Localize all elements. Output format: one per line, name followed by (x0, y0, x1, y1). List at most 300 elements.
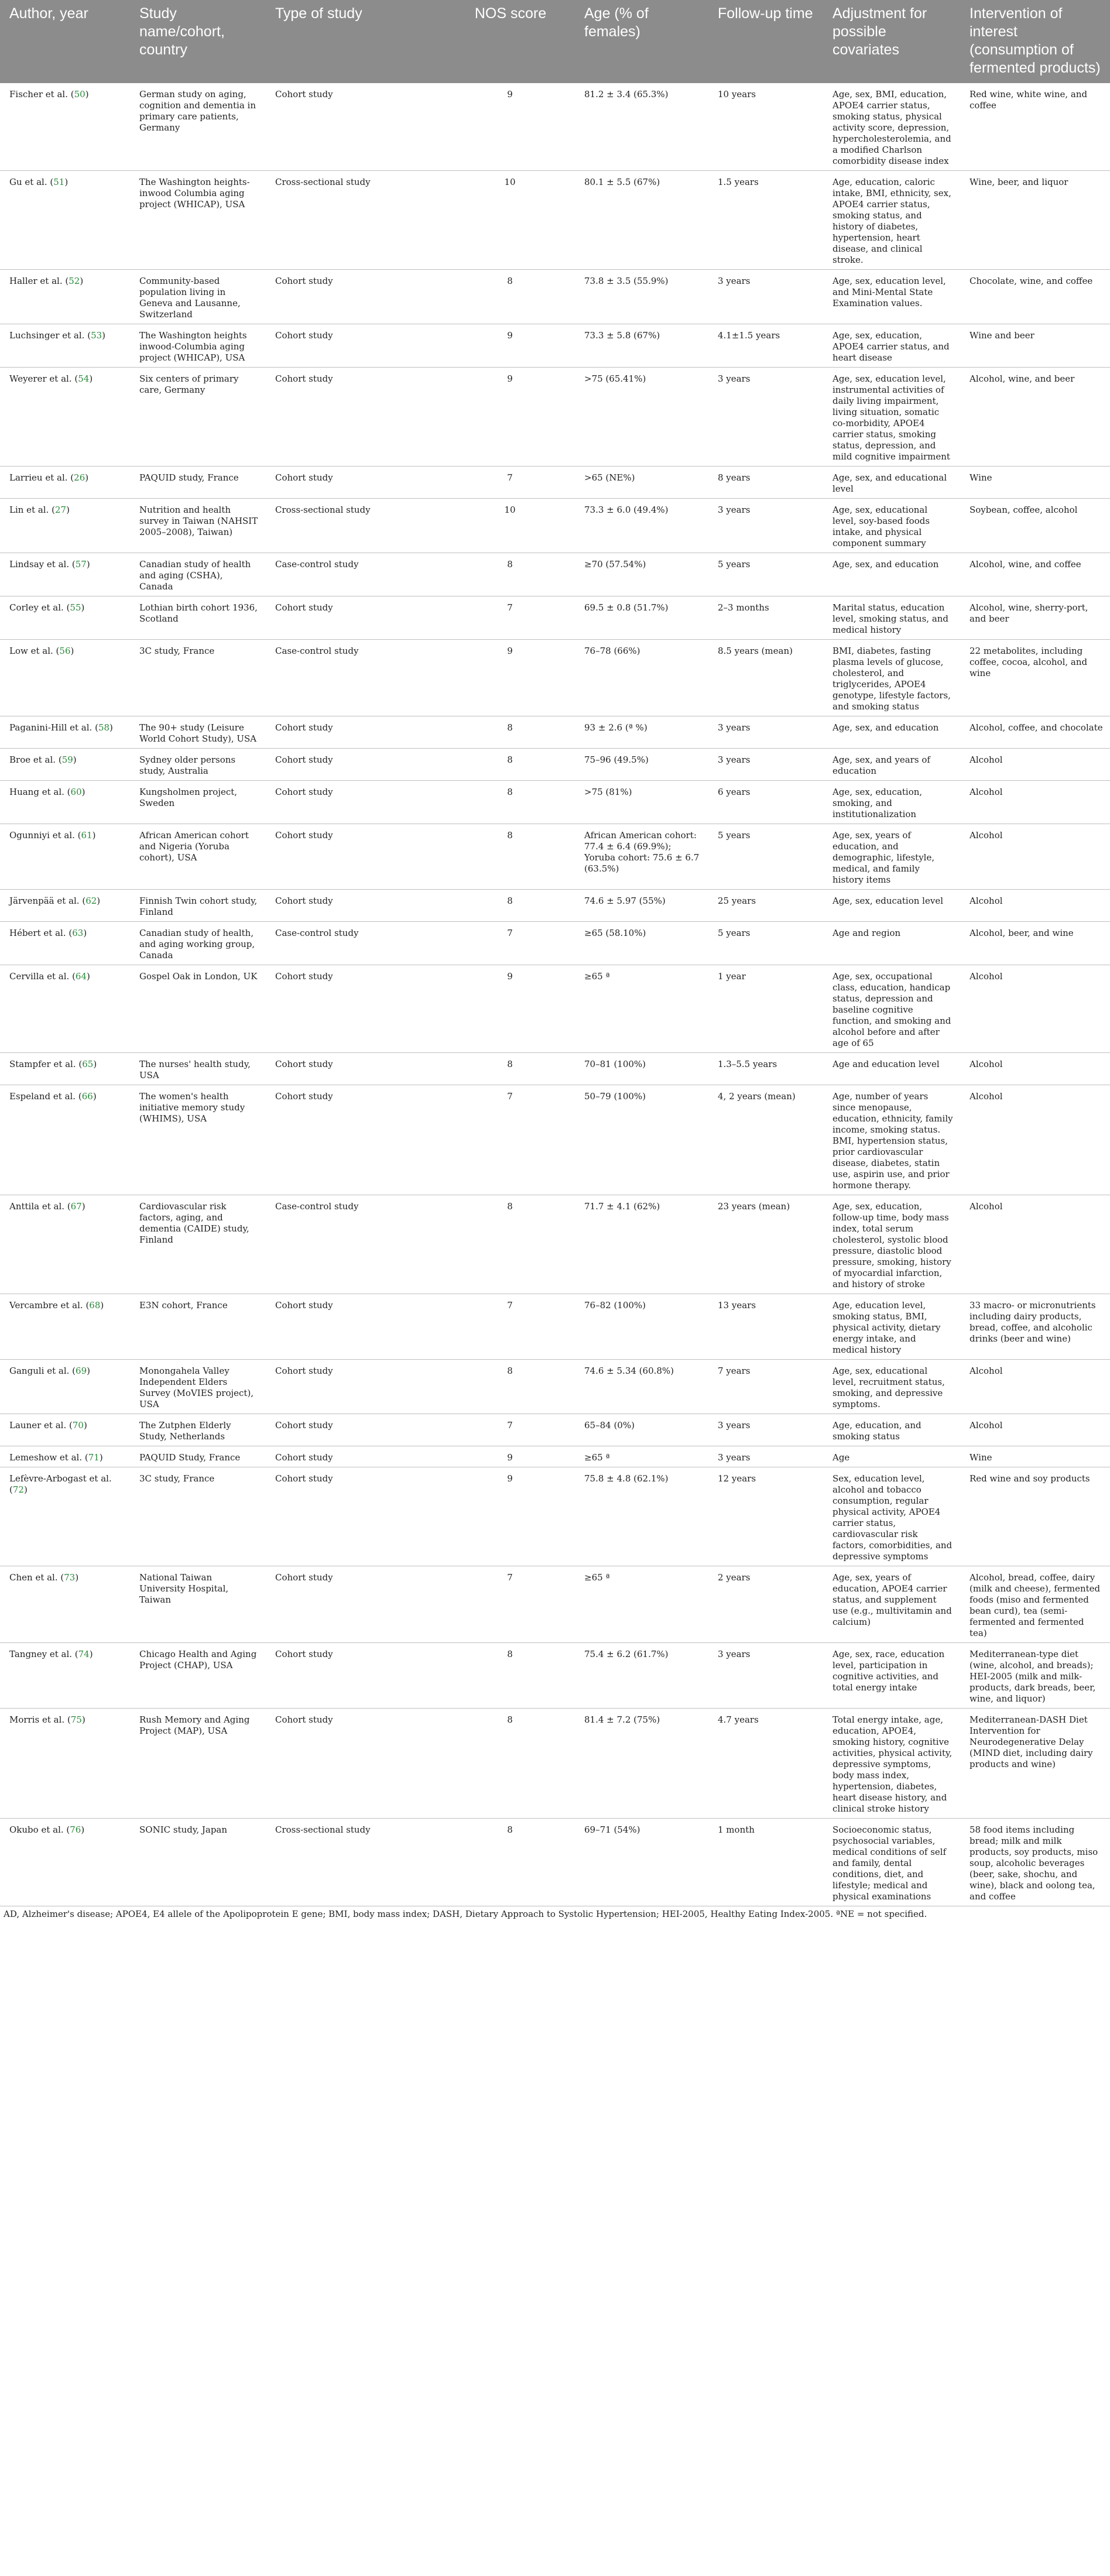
cell-followup: 8.5 years (mean) (708, 640, 823, 716)
table-row (0, 499, 1110, 553)
author-name: Stampfer et al. (9, 1059, 76, 1069)
cell-author: Lindsay et al. (57) (0, 553, 130, 596)
cell-study: PAQUID study, France (130, 467, 266, 499)
table-row (0, 1643, 1110, 1709)
cell-nos: 8 (443, 553, 575, 596)
table-row (0, 1446, 1110, 1467)
cell-intervention: Alcohol, bread, coffee, dairy (milk and cheese), fermented foods (miso and fermented bean curd), tea (semi-fermented and fermented tea) (960, 1566, 1110, 1643)
reference-link[interactable]: 56 (59, 646, 71, 656)
author-name: Weyerer et al. (9, 373, 72, 384)
cell-type: Cohort study (266, 83, 443, 171)
author-name: Okubo et al. (9, 1824, 64, 1835)
cell-type: Cohort study (266, 1566, 443, 1643)
cell-type: Cross-sectional study (266, 499, 443, 553)
reference-link[interactable]: 26 (74, 472, 85, 483)
reference-link[interactable]: 66 (81, 1091, 93, 1102)
cell-adjust: BMI, diabetes, fasting plasma levels of glucose, cholesterol, and triglycerides, APOE4 genotype, lifestyle factors, and smoking status (823, 640, 960, 716)
reference-link[interactable]: 51 (53, 177, 65, 187)
author-name: Fischer et al. (9, 89, 68, 100)
author-name: Ogunniyi et al. (9, 830, 75, 841)
cell-nos: 8 (443, 890, 575, 922)
cell-followup: 3 years (708, 1414, 823, 1446)
cell-nos: 9 (443, 324, 575, 368)
cell-followup: 1.5 years (708, 171, 823, 270)
cell-author: Broe et al. (59) (0, 749, 130, 781)
cell-nos: 7 (443, 1294, 575, 1360)
cell-author: Weyerer et al. (54) (0, 368, 130, 467)
cell-type: Cohort study (266, 368, 443, 467)
cell-age: 75.4 ± 6.2 (61.7%) (575, 1643, 708, 1709)
cell-followup: 3 years (708, 499, 823, 553)
cell-intervention: Wine (960, 467, 1110, 499)
cell-nos: 9 (443, 640, 575, 716)
reference-link[interactable]: 57 (75, 559, 87, 570)
author-name: Launer et al. (9, 1420, 67, 1431)
reference-link[interactable]: 76 (70, 1824, 81, 1835)
cell-type: Cohort study (266, 781, 443, 824)
reference-link[interactable]: 63 (72, 928, 84, 938)
cell-intervention: Alcohol (960, 965, 1110, 1053)
cell-type: Cohort study (266, 596, 443, 640)
reference-link[interactable]: 52 (68, 276, 80, 286)
cell-age: 73.8 ± 3.5 (55.9%) (575, 270, 708, 324)
reference-link[interactable]: 64 (75, 971, 87, 982)
cell-followup: 1 month (708, 1819, 823, 1906)
reference-link[interactable]: 75 (70, 1714, 82, 1725)
table-row (0, 1053, 1110, 1085)
cell-study: Canadian study of health, and aging working group, Canada (130, 922, 266, 965)
cell-adjust: Age and education level (823, 1053, 960, 1085)
cell-adjust: Age, education, caloric intake, BMI, ethnicity, sex, APOE4 carrier status, smoking status, and history of diabetes, hypertension, heart disease, and clinical stroke. (823, 171, 960, 270)
cell-nos: 8 (443, 1053, 575, 1085)
table-row (0, 83, 1110, 171)
author-name: Gu et al. (9, 177, 47, 187)
author-name: Lefèvre-Arbogast et al. (9, 1473, 112, 1484)
cell-age: 73.3 ± 6.0 (49.4%) (575, 499, 708, 553)
cell-intervention: Alcohol (960, 781, 1110, 824)
author-name: Cervilla et al. (9, 971, 70, 982)
cell-age: 71.7 ± 4.1 (62%) (575, 1195, 708, 1294)
cell-study: The Washington heights-inwood Columbia aging project (WHICAP), USA (130, 171, 266, 270)
cell-author: Stampfer et al. (65) (0, 1053, 130, 1085)
table-row (0, 1085, 1110, 1195)
cell-followup: 23 years (mean) (708, 1195, 823, 1294)
cell-study: The 90+ study (Leisure World Cohort Study), USA (130, 716, 266, 749)
cell-nos: 8 (443, 1195, 575, 1294)
cell-intervention: Mediterranean-type diet (wine, alcohol, and breads); HEI-2005 (milk and milk-products, dark breads, beer, wine, and liquor) (960, 1643, 1110, 1709)
cell-age: 76–82 (100%) (575, 1294, 708, 1360)
cell-author: Cervilla et al. (64) (0, 965, 130, 1053)
cell-study: The Zutphen Elderly Study, Netherlands (130, 1414, 266, 1446)
cell-intervention: Alcohol (960, 824, 1110, 890)
cell-type: Cohort study (266, 270, 443, 324)
reference-link[interactable]: 61 (81, 830, 92, 841)
author-name: Chen et al. (9, 1572, 58, 1583)
cell-intervention: Wine and beer (960, 324, 1110, 368)
cell-age: ≥65 ª (575, 1566, 708, 1643)
cell-author: Ganguli et al. (69) (0, 1360, 130, 1414)
cell-adjust: Age, sex, and educational level (823, 467, 960, 499)
cell-type: Cohort study (266, 1414, 443, 1446)
cell-adjust: Age, education level, smoking status, BMI, physical activity, dietary energy intake, and medical history (823, 1294, 960, 1360)
cell-author: Haller et al. (52) (0, 270, 130, 324)
cell-followup: 8 years (708, 467, 823, 499)
cell-adjust: Age, sex, and education (823, 553, 960, 596)
cell-study: 3C study, France (130, 640, 266, 716)
cell-intervention: Wine, beer, and liquor (960, 171, 1110, 270)
reference-link[interactable]: 58 (98, 722, 110, 733)
cell-followup: 3 years (708, 716, 823, 749)
table-header (0, 0, 1110, 83)
cell-intervention: Alcohol, wine, and coffee (960, 553, 1110, 596)
cell-followup: 3 years (708, 1643, 823, 1709)
author-name: Low et al. (9, 646, 53, 656)
cell-type: Cohort study (266, 1709, 443, 1819)
author-name: Luchsinger et al. (9, 330, 85, 341)
cell-age: 75.8 ± 4.8 (62.1%) (575, 1467, 708, 1566)
cell-followup: 6 years (708, 781, 823, 824)
author-name: Morris et al. (9, 1714, 65, 1725)
cell-author: Tangney et al. (74) (0, 1643, 130, 1709)
table-row (0, 890, 1110, 922)
reference-link[interactable]: 74 (78, 1649, 90, 1659)
cell-adjust: Age, sex, and education (823, 716, 960, 749)
cell-author: Anttila et al. (67) (0, 1195, 130, 1294)
cell-study: Rush Memory and Aging Project (MAP), USA (130, 1709, 266, 1819)
cell-intervention: Alcohol, wine, and beer (960, 368, 1110, 467)
cell-type: Cohort study (266, 824, 443, 890)
author-name: Corley et al. (9, 602, 64, 613)
cell-intervention: 58 food items including bread; milk and milk products, soy products, miso soup, alcoholic beverages (beer, sake, shochu, and wine), black and oolong tea, and coffee (960, 1819, 1110, 1906)
cell-nos: 9 (443, 83, 575, 171)
cell-age: 69–71 (54%) (575, 1819, 708, 1906)
column-header-age: Age (% of females) (575, 0, 708, 83)
cell-author: Luchsinger et al. (53) (0, 324, 130, 368)
cell-intervention: Wine (960, 1446, 1110, 1467)
cell-intervention: Mediterranean-DASH Diet Intervention for Neurodegenerative Delay (MIND diet, including dairy products and wine) (960, 1709, 1110, 1819)
author-name: Larrieu et al. (9, 472, 68, 483)
cell-followup: 5 years (708, 553, 823, 596)
cell-type: Cohort study (266, 1446, 443, 1467)
cell-followup: 5 years (708, 824, 823, 890)
cell-type: Cohort study (266, 467, 443, 499)
cell-type: Cohort study (266, 1467, 443, 1566)
cell-adjust: Age, number of years since menopause, education, ethnicity, family income, smoking status. BMI, hypertension status, prior cardiovascular disease, diabetes, statin use, aspirin use, and prior hormone therapy. (823, 1085, 960, 1195)
cell-adjust: Age (823, 1446, 960, 1467)
cell-nos: 7 (443, 1566, 575, 1643)
cell-age: ≥65 (58.10%) (575, 922, 708, 965)
cell-nos: 8 (443, 781, 575, 824)
cell-intervention: Soybean, coffee, alcohol (960, 499, 1110, 553)
cell-study: German study on aging, cognition and dementia in primary care patients, Germany (130, 83, 266, 171)
cell-study: Six centers of primary care, Germany (130, 368, 266, 467)
author-name: Vercambre et al. (9, 1300, 83, 1311)
reference-link[interactable]: 69 (76, 1366, 87, 1376)
table-row (0, 1294, 1110, 1360)
author-name: Huang et al. (9, 787, 64, 797)
column-header-study: Study name/cohort, country (130, 0, 266, 83)
cell-type: Cohort study (266, 890, 443, 922)
cell-author: Huang et al. (60) (0, 781, 130, 824)
author-name: Broe et al. (9, 754, 56, 765)
cell-author: Morris et al. (75) (0, 1709, 130, 1819)
cell-age: 74.6 ± 5.97 (55%) (575, 890, 708, 922)
cell-author: Launer et al. (70) (0, 1414, 130, 1446)
table-row (0, 270, 1110, 324)
cell-study: The Washington heights inwood-Columbia aging project (WHICAP), USA (130, 324, 266, 368)
cell-type: Cohort study (266, 965, 443, 1053)
cell-author: Corley et al. (55) (0, 596, 130, 640)
cell-age: 80.1 ± 5.5 (67%) (575, 171, 708, 270)
cell-nos: 10 (443, 171, 575, 270)
cell-followup: 13 years (708, 1294, 823, 1360)
cell-type: Cohort study (266, 1643, 443, 1709)
cell-author: Espeland et al. (66) (0, 1085, 130, 1195)
cell-study: African American cohort and Nigeria (Yoruba cohort), USA (130, 824, 266, 890)
author-name: Espeland et al. (9, 1091, 76, 1102)
cell-adjust: Age, sex, education level, instrumental activities of daily living impairment, living situation, somatic co-morbidity, APOE4 carrier status, smoking status, depression, and mild cognitive impairment (823, 368, 960, 467)
table-row (0, 1195, 1110, 1294)
cell-adjust: Age, sex, and years of education (823, 749, 960, 781)
cell-study: Nutrition and health survey in Taiwan (NAHSIT 2005–2008), Taiwan) (130, 499, 266, 553)
cell-nos: 9 (443, 1467, 575, 1566)
cell-nos: 10 (443, 499, 575, 553)
cell-study: Chicago Health and Aging Project (CHAP), USA (130, 1643, 266, 1709)
cell-adjust: Age, sex, education, APOE4 carrier status, and heart disease (823, 324, 960, 368)
cell-followup: 3 years (708, 1446, 823, 1467)
cell-age: >75 (65.41%) (575, 368, 708, 467)
cell-nos: 8 (443, 716, 575, 749)
reference-link[interactable]: 68 (89, 1300, 101, 1311)
cell-age: >75 (81%) (575, 781, 708, 824)
cell-age: 75–96 (49.5%) (575, 749, 708, 781)
cell-author: Vercambre et al. (68) (0, 1294, 130, 1360)
reference-link[interactable]: 71 (88, 1452, 100, 1463)
cell-intervention: 33 macro- or micronutrients including dairy products, bread, coffee, and alcoholic drinks (beer and wine) (960, 1294, 1110, 1360)
cell-study: National Taiwan University Hospital, Taiwan (130, 1566, 266, 1643)
table-row (0, 596, 1110, 640)
cell-followup: 12 years (708, 1467, 823, 1566)
cell-author: Chen et al. (73) (0, 1566, 130, 1643)
cell-nos: 7 (443, 1085, 575, 1195)
column-header-author: Author, year (0, 0, 130, 83)
table-row (0, 467, 1110, 499)
cell-intervention: Alcohol (960, 1053, 1110, 1085)
cell-age: ≥65 ª (575, 1446, 708, 1467)
cell-intervention: Alcohol, wine, sherry-port, and beer (960, 596, 1110, 640)
cell-adjust: Age, sex, education, smoking, and institutionalization (823, 781, 960, 824)
table-body (0, 83, 1110, 1906)
cell-adjust: Age, sex, educational level, soy-based foods intake, and physical component summary (823, 499, 960, 553)
cell-study: Canadian study of health and aging (CSHA), Canada (130, 553, 266, 596)
cell-followup: 4.1±1.5 years (708, 324, 823, 368)
cell-followup: 3 years (708, 270, 823, 324)
cell-adjust: Age, sex, race, education level, participation in cognitive activities, and total energy intake (823, 1643, 960, 1709)
cell-intervention: Alcohol, beer, and wine (960, 922, 1110, 965)
reference-link[interactable]: 65 (82, 1059, 94, 1069)
cell-study: 3C study, France (130, 1467, 266, 1566)
cell-followup: 10 years (708, 83, 823, 171)
author-name: Paganini-Hill et al. (9, 722, 92, 733)
table-row (0, 553, 1110, 596)
cell-age: 74.6 ± 5.34 (60.8%) (575, 1360, 708, 1414)
cell-type: Cohort study (266, 716, 443, 749)
table-row (0, 324, 1110, 368)
cell-nos: 8 (443, 824, 575, 890)
cell-age: 70–81 (100%) (575, 1053, 708, 1085)
cell-adjust: Age and region (823, 922, 960, 965)
table-row (0, 1566, 1110, 1643)
table-footnote: AD, Alzheimer's disease; APOE4, E4 allele of the Apolipoprotein E gene; BMI, body mass index; DASH, Dietary Approach to Systolic Hypertension; HEI-2005, Healthy Eating Index-2005. ªNE = not specified. (4, 1909, 927, 1919)
cell-age: 65–84 (0%) (575, 1414, 708, 1446)
cell-adjust: Age, sex, occupational class, education, handicap status, depression and baseline cognitive function, and smoking and alcohol before and after age of 65 (823, 965, 960, 1053)
cell-adjust: Socioeconomic status, psychosocial variables, medical conditions of self and family, dental conditions, diet, and lifestyle; medical and physical examinations (823, 1819, 960, 1906)
cell-followup: 25 years (708, 890, 823, 922)
author-name: Lemeshow et al. (9, 1452, 83, 1463)
reference-link[interactable]: 54 (78, 373, 90, 384)
cell-study: Monongahela Valley Independent Elders Survey (MoVIES project), USA (130, 1360, 266, 1414)
table-row (0, 965, 1110, 1053)
table-row (0, 922, 1110, 965)
cell-intervention: Alcohol (960, 890, 1110, 922)
table-row (0, 1467, 1110, 1566)
cell-type: Case-control study (266, 553, 443, 596)
author-name: Järvenpää et al. (9, 896, 80, 906)
cell-type: Cohort study (266, 749, 443, 781)
cell-type: Case-control study (266, 922, 443, 965)
table-row (0, 716, 1110, 749)
reference-link[interactable]: 70 (72, 1420, 84, 1431)
cell-author: Ogunniyi et al. (61) (0, 824, 130, 890)
cell-study: Lothian birth cohort 1936, Scotland (130, 596, 266, 640)
table-row (0, 1709, 1110, 1819)
cell-study: Kungsholmen project, Sweden (130, 781, 266, 824)
cell-intervention: Alcohol (960, 1414, 1110, 1446)
cell-study: Cardiovascular risk factors, aging, and dementia (CAIDE) study, Finland (130, 1195, 266, 1294)
cell-age: 81.4 ± 7.2 (75%) (575, 1709, 708, 1819)
cell-adjust: Age, sex, education level, and Mini-Mental State Examination values. (823, 270, 960, 324)
table-row (0, 749, 1110, 781)
cell-nos: 8 (443, 1360, 575, 1414)
cell-age: 93 ± 2.6 (ª %) (575, 716, 708, 749)
cell-author: Low et al. (56) (0, 640, 130, 716)
cell-type: Cohort study (266, 1360, 443, 1414)
cell-age: 73.3 ± 5.8 (67%) (575, 324, 708, 368)
column-header-adjust: Adjustment for possible covariates (823, 0, 960, 83)
cell-intervention: Red wine, white wine, and coffee (960, 83, 1110, 171)
cell-age: African American cohort: 77.4 ± 6.4 (69.9%); Yoruba cohort: 75.6 ± 6.7 (63.5%) (575, 824, 708, 890)
column-header-followup: Follow-up time (708, 0, 823, 83)
cell-adjust: Age, sex, educational level, recruitment status, smoking, and depressive symptoms. (823, 1360, 960, 1414)
cell-intervention: 22 metabolites, including coffee, cocoa, alcohol, and wine (960, 640, 1110, 716)
author-name: Lindsay et al. (9, 559, 70, 570)
cell-author: Gu et al. (51) (0, 171, 130, 270)
cell-study: E3N cohort, France (130, 1294, 266, 1360)
cell-type: Cohort study (266, 1053, 443, 1085)
table-row (0, 171, 1110, 270)
cell-intervention: Alcohol (960, 1195, 1110, 1294)
cell-nos: 8 (443, 1819, 575, 1906)
column-header-intervention: Intervention of interest (consumption of fermented products) (960, 0, 1110, 83)
reference-link[interactable]: 60 (70, 787, 82, 797)
cell-intervention: Alcohol (960, 1360, 1110, 1414)
cell-author: Fischer et al. (50) (0, 83, 130, 171)
cell-followup: 3 years (708, 749, 823, 781)
cell-adjust: Age, sex, BMI, education, APOE4 carrier status, smoking status, physical activity score, depression, hypercholesterolemia, and a modified Charlson comorbidity disease index (823, 83, 960, 171)
cell-followup: 5 years (708, 922, 823, 965)
cell-age: 50–79 (100%) (575, 1085, 708, 1195)
author-name: Lin et al. (9, 505, 49, 515)
cell-study: PAQUID Study, France (130, 1446, 266, 1467)
cell-adjust: Age, sex, education level (823, 890, 960, 922)
reference-link[interactable]: 50 (74, 89, 85, 100)
cell-age: 69.5 ± 0.8 (51.7%) (575, 596, 708, 640)
reference-link[interactable]: 67 (70, 1201, 82, 1212)
cell-followup: 1.3–5.5 years (708, 1053, 823, 1085)
reference-link[interactable]: 27 (55, 505, 67, 515)
cell-study: The nurses' health study, USA (130, 1053, 266, 1085)
column-header-type: Type of study (266, 0, 443, 83)
cell-study: The women's health initiative memory study (WHIMS), USA (130, 1085, 266, 1195)
cell-author: Lemeshow et al. (71) (0, 1446, 130, 1467)
cell-nos: 8 (443, 1643, 575, 1709)
cell-intervention: Alcohol (960, 1085, 1110, 1195)
cell-nos: 8 (443, 749, 575, 781)
cell-author: Larrieu et al. (26) (0, 467, 130, 499)
author-name: Hébert et al. (9, 928, 66, 938)
author-name: Tangney et al. (9, 1649, 73, 1659)
cell-intervention: Chocolate, wine, and coffee (960, 270, 1110, 324)
reference-link[interactable]: 55 (70, 602, 81, 613)
reference-link[interactable]: 72 (12, 1484, 24, 1495)
cell-type: Cross-sectional study (266, 1819, 443, 1906)
reference-link[interactable]: 73 (64, 1572, 76, 1583)
cell-nos: 9 (443, 1446, 575, 1467)
cell-nos: 7 (443, 467, 575, 499)
column-header-nos: NOS score (443, 0, 575, 83)
cell-adjust: Sex, education level, alcohol and tobacco consumption, regular physical activity, APOE4 carrier status, cardiovascular risk factors, comorbidities, and depressive symptoms (823, 1467, 960, 1566)
cell-age: ≥65 ª (575, 965, 708, 1053)
cell-type: Case-control study (266, 1195, 443, 1294)
cell-nos: 7 (443, 596, 575, 640)
cell-nos: 7 (443, 922, 575, 965)
author-name: Anttila et al. (9, 1201, 65, 1212)
cell-author: Lin et al. (27) (0, 499, 130, 553)
cell-nos: 9 (443, 965, 575, 1053)
cell-adjust: Age, sex, education, follow-up time, body mass index, total serum cholesterol, systolic blood pressure, diastolic blood pressure, smoking, history of myocardial infarction, and history of stroke (823, 1195, 960, 1294)
author-name: Ganguli et al. (9, 1366, 70, 1376)
reference-link[interactable]: 53 (91, 330, 102, 341)
cell-age: 76–78 (66%) (575, 640, 708, 716)
cell-type: Cohort study (266, 324, 443, 368)
reference-link[interactable]: 62 (85, 896, 97, 906)
cell-followup: 2–3 months (708, 596, 823, 640)
cell-age: 81.2 ± 3.4 (65.3%) (575, 83, 708, 171)
cell-followup: 3 years (708, 368, 823, 467)
table-row (0, 824, 1110, 890)
cell-type: Cross-sectional study (266, 171, 443, 270)
table-row (0, 368, 1110, 467)
cell-adjust: Total energy intake, age, education, APOE4, smoking history, cognitive activities, physical activity, depressive symptoms, body mass index, hypertension, diabetes, heart disease history, and clinical stroke history (823, 1709, 960, 1819)
cell-author: Hébert et al. (63) (0, 922, 130, 965)
cell-author: Okubo et al. (76) (0, 1819, 130, 1906)
table-row (0, 1819, 1110, 1906)
cell-study: Finnish Twin cohort study, Finland (130, 890, 266, 922)
cell-followup: 4.7 years (708, 1709, 823, 1819)
cell-author: Lefèvre-Arbogast et al. (72) (0, 1467, 130, 1566)
reference-link[interactable]: 59 (61, 754, 73, 765)
cell-study: Sydney older persons study, Australia (130, 749, 266, 781)
